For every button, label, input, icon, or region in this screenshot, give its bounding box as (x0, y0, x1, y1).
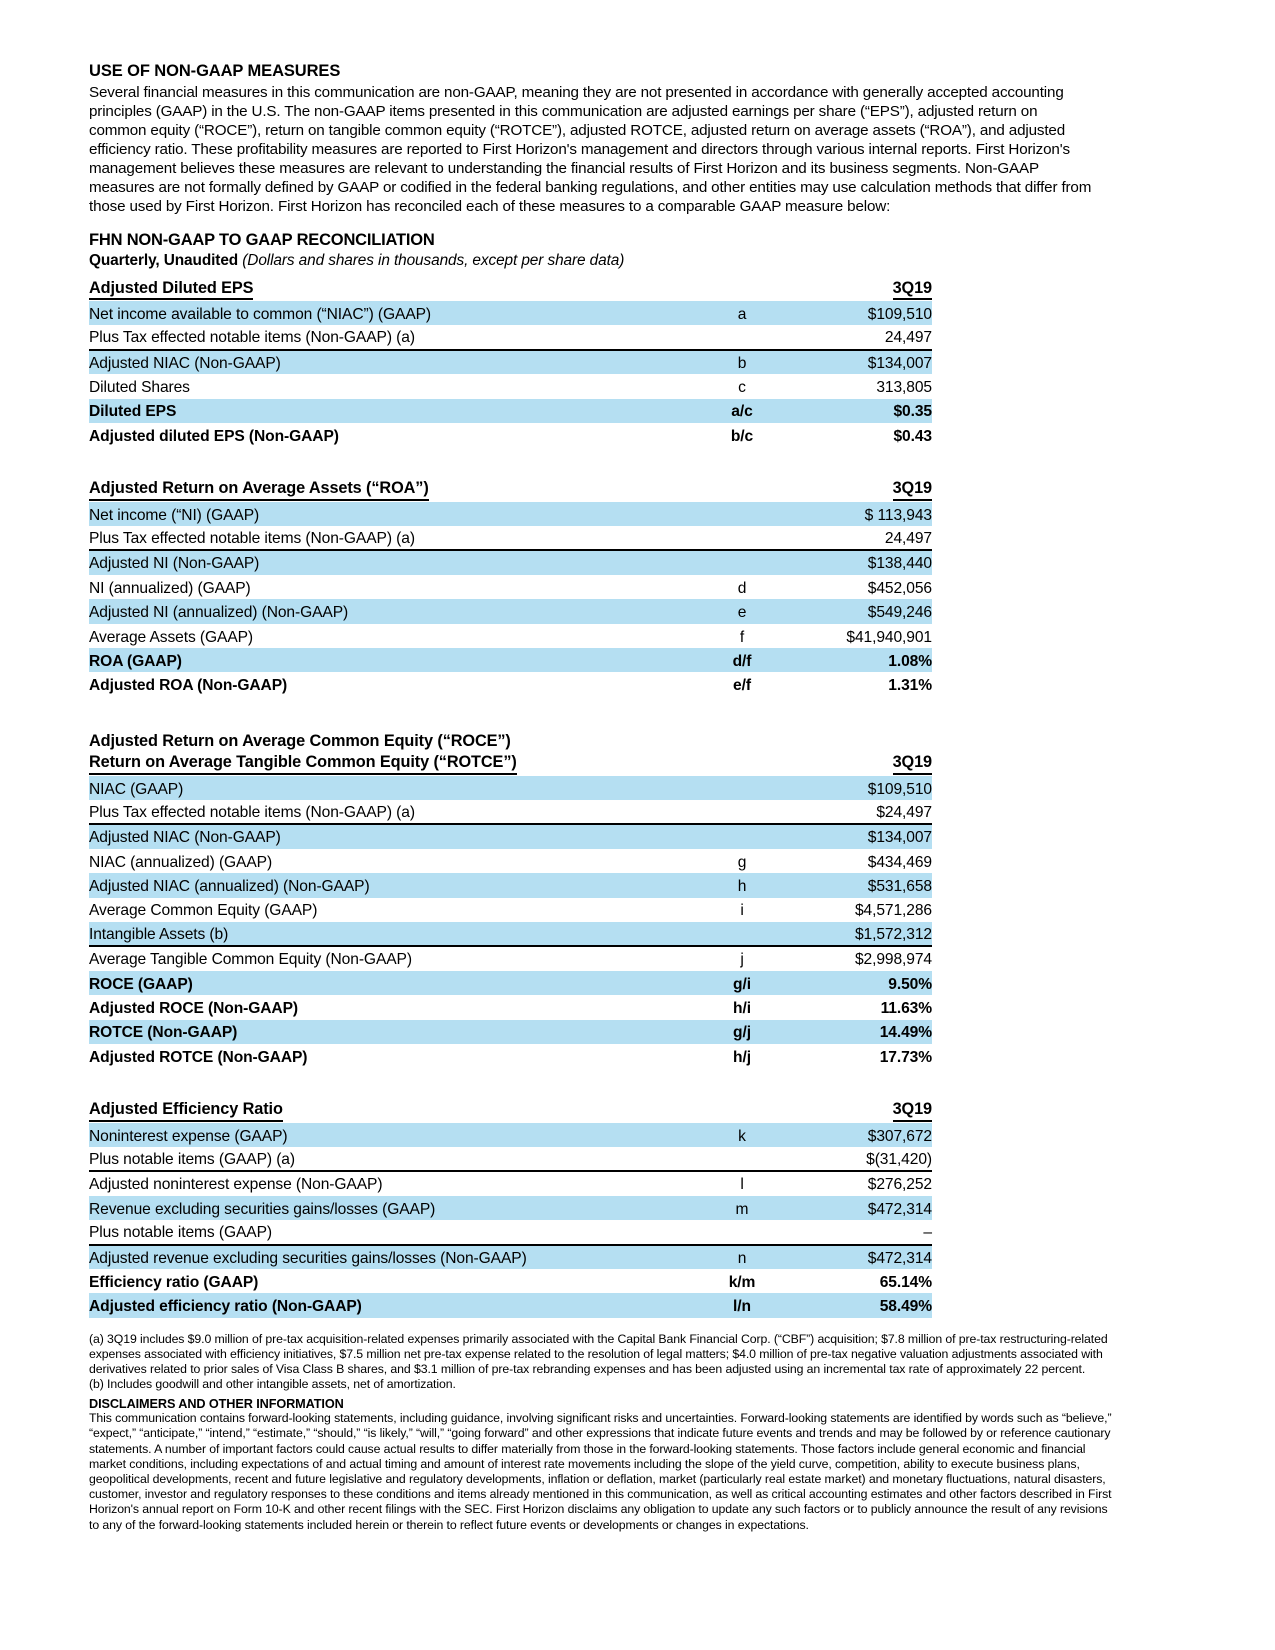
period-column-header: 3Q19 (792, 277, 932, 301)
row-value: 11.63% (880, 1000, 932, 1018)
row-value: $109,510 (792, 776, 932, 800)
table-row (89, 550, 932, 574)
row-label: ROTCE (Non-GAAP) (89, 1020, 692, 1044)
row-value: 1.31% (888, 677, 932, 695)
footnote-b: (b) Includes goodwill and other intangible assets, net of amortization. (89, 1377, 456, 1392)
row-label: Net income (“NI) (GAAP) (89, 502, 692, 526)
row-value: $452,056 (867, 579, 932, 597)
table-title-value-cell (792, 727, 932, 751)
table-header-row (89, 477, 932, 501)
table-row (89, 898, 932, 922)
row-label: Adjusted revenue excluding securities gains/losses (Non-GAAP) (89, 1245, 692, 1269)
table-title-key-cell (692, 727, 792, 751)
row-value: $109,510 (792, 301, 932, 325)
row-label: Intangible Assets (b) (89, 922, 692, 946)
table-spacer (89, 697, 932, 727)
row-label: Plus notable items (GAAP) (a) (89, 1147, 692, 1171)
row-value: $434,469 (867, 853, 932, 871)
row-label: Adjusted diluted EPS (Non-GAAP) (89, 427, 339, 445)
period-column-header: 3Q19 (792, 1098, 932, 1122)
row-label: Revenue excluding securities gains/losses (GAAP) (89, 1196, 692, 1220)
row-label: NI (annualized) (GAAP) (89, 579, 251, 597)
table-row (89, 648, 932, 672)
row-label: Adjusted NI (annualized) (Non-GAAP) (89, 599, 692, 623)
table-row (89, 502, 932, 526)
row-label: Adjusted NI (Non-GAAP) (89, 550, 692, 574)
table-row (89, 1123, 932, 1147)
table-header-key-cell (692, 751, 792, 775)
row-key (692, 1220, 792, 1244)
table-row (89, 995, 932, 1019)
row-value: $(31,420) (792, 1147, 932, 1171)
row-label: ROCE (GAAP) (89, 971, 692, 995)
row-value: $0.35 (792, 399, 932, 423)
table-row (89, 849, 932, 873)
row-label: Adjusted NIAC (annualized) (Non-GAAP) (89, 873, 692, 897)
table-row (89, 824, 932, 848)
row-value: $549,246 (792, 599, 932, 623)
row-value: $472,314 (792, 1196, 932, 1220)
table-row (89, 350, 932, 374)
row-value: $0.43 (893, 427, 932, 445)
table-header-key-cell (692, 277, 792, 301)
units-note: (Dollars and shares in thousands, except per share data) (242, 252, 625, 270)
row-label: Plus Tax effected notable items (Non-GAAP) (a) (89, 325, 692, 349)
row-key: d/f (692, 648, 792, 672)
row-key: b (692, 350, 792, 374)
quarterly-label: Quarterly, Unaudited (89, 252, 239, 270)
table-header-key-cell (692, 477, 792, 501)
row-value: 24,497 (792, 325, 932, 349)
table-row (89, 1147, 932, 1171)
table-row (89, 374, 932, 398)
row-label: Adjusted efficiency ratio (Non-GAAP) (89, 1293, 692, 1317)
table-row (89, 776, 932, 800)
table-title: Adjusted Diluted EPS (89, 277, 692, 301)
table-row (89, 624, 932, 648)
row-value: 17.73% (879, 1048, 932, 1066)
table-row (89, 325, 932, 349)
row-value: $134,007 (792, 350, 932, 374)
table-header-row (89, 751, 932, 775)
table-spacer (89, 1068, 932, 1098)
row-value: $24,497 (792, 800, 932, 824)
row-value: $134,007 (792, 824, 932, 848)
row-label: ROA (GAAP) (89, 648, 692, 672)
row-label: Net income available to common (“NIAC”) (GAAP) (89, 301, 692, 325)
row-value: $276,252 (867, 1176, 932, 1194)
row-label: Adjusted ROTCE (Non-GAAP) (89, 1048, 308, 1066)
row-key (692, 526, 792, 550)
row-key: g/i (692, 971, 792, 995)
period-column-header: 3Q19 (792, 477, 932, 501)
table-header-row (89, 277, 932, 301)
row-key: h (692, 873, 792, 897)
page-title: USE OF NON-GAAP MEASURES (89, 62, 341, 80)
row-label: Plus notable items (GAAP) (89, 1220, 692, 1244)
table-title: Adjusted Return on Average Common Equity (“ROCE”) (89, 731, 511, 750)
row-key: m (692, 1196, 792, 1220)
row-value: 14.49% (792, 1020, 932, 1044)
row-value: $472,314 (792, 1245, 932, 1269)
row-value: 313,805 (876, 379, 932, 397)
table-row (89, 1269, 932, 1293)
row-key: k (692, 1123, 792, 1147)
row-value: $2,998,974 (854, 951, 932, 969)
row-label: Adjusted NIAC (Non-GAAP) (89, 824, 692, 848)
row-label: Average Common Equity (GAAP) (89, 902, 318, 920)
row-key (692, 800, 792, 824)
row-key: a/c (692, 399, 792, 423)
disclaimers-heading: DISCLAIMERS AND OTHER INFORMATION (89, 1397, 344, 1412)
table-row (89, 1220, 932, 1244)
row-key: f (739, 628, 745, 646)
table-row (89, 672, 932, 696)
nongaap-intro-paragraph: Several financial measures in this communication are non-GAAP, meaning they are not presented in accordance with generally accepted accounting principles (GAAP) in the U.S. The non-GAAP items presented in this communication are adjusted earnings per share (“EPS”), adjusted return on common equity (“ROCE”), return on tangible common equity (“ROTCE”), adjusted ROTCE, adjusted return on average assets (“ROA”), and adjusted efficiency ratio. These profitability measures are reported to First Horizon's management and directors through various internal reports. First Horizon's management believes these measures are relevant to understanding the financial results of First Horizon and its business segments. Non-GAAP measures are not formally defined by GAAP or codified in the federal banking regulations, and other entities may use calculation methods that differ from those used by First Horizon. First Horizon has reconciled each of these measures to a comparable GAAP measure below: (89, 83, 1092, 216)
reconciliation-heading: FHN NON-GAAP TO GAAP RECONCILIATION (89, 230, 435, 249)
row-key: a (692, 301, 792, 325)
row-value: 9.50% (792, 971, 932, 995)
row-label: Diluted Shares (89, 379, 190, 397)
table-row (89, 526, 932, 550)
row-label: Adjusted ROA (Non-GAAP) (89, 677, 288, 695)
table-row (89, 1020, 932, 1044)
row-label: Plus Tax effected notable items (Non-GAAP) (a) (89, 800, 692, 824)
table-row (89, 922, 932, 946)
row-value: $1,572,312 (792, 922, 932, 946)
row-value: $531,658 (792, 873, 932, 897)
table-row (89, 1044, 932, 1068)
financial-table (89, 277, 932, 448)
table-spacer (89, 447, 932, 477)
financial-table (89, 447, 932, 697)
table-row (89, 423, 932, 447)
row-value: $4,571,286 (854, 902, 932, 920)
row-value: $307,672 (792, 1123, 932, 1147)
row-value: 65.14% (879, 1273, 932, 1291)
table-title: Adjusted Efficiency Ratio (89, 1098, 692, 1122)
period-column-header: 3Q19 (792, 751, 932, 775)
financial-table (89, 1068, 932, 1318)
row-value: 58.49% (792, 1293, 932, 1317)
row-key (692, 1147, 792, 1171)
row-value: $138,440 (792, 550, 932, 574)
disclaimers-body: This communication contains forward-looking statements, including guidance, involving significant risks and uncertainties. Forward-looking statements are identified by words such as “believe,” “expect,” “anticipate,” “intend,” “estimate,” “should,” “is likely,” “will,” “going forward” and other expressions that indicate future events and trends and may be followed by or reference cautionary statements. A number of important factors could cause actual results to differ materially from those in the forward-looking statements. Those factors include general economic and financial market conditions, including expectations of and actual timing and amount of interest rate movements including the slope of the yield curve, competition, ability to execute business plans, geopolitical developments, recent and future legislative and regulatory developments, inflation or deflation, market (particularly real estate market) and monetary fluctuations, natural disasters, customer, investor and regulatory responses to these conditions and items already mentioned in this communication, as well as critical accounting estimates and other factors described in First Horizon's annual report on Form 10-K and other recent filings with the SEC. First Horizon disclaims any obligation to update any such factors or to publicly announce the result of any revisions to any of the forward-looking statements included herein or therein to reflect future events or developments or changes in expectations. (89, 1411, 1112, 1532)
row-key: l/n (692, 1293, 792, 1317)
row-key (692, 502, 792, 526)
row-key: l (740, 1176, 744, 1194)
row-key: g (737, 853, 747, 871)
row-label: NIAC (annualized) (GAAP) (89, 853, 273, 871)
row-label: Adjusted ROCE (Non-GAAP) (89, 1000, 298, 1018)
row-key: k/m (728, 1273, 756, 1291)
row-key: e/f (733, 677, 751, 695)
table-row (89, 301, 932, 325)
financial-table (89, 697, 932, 1068)
row-value: $ 113,943 (792, 502, 932, 526)
row-label: Noninterest expense (GAAP) (89, 1123, 692, 1147)
row-key: g/j (692, 1020, 792, 1044)
spacer (89, 217, 1188, 231)
table-title: Return on Average Tangible Common Equity (“ROTCE”) (89, 751, 692, 775)
row-key (692, 550, 792, 574)
table-title-row (89, 727, 932, 751)
row-key: i (740, 902, 744, 920)
table-row (89, 800, 932, 824)
quarterly-subheading (89, 251, 1188, 270)
row-key (692, 776, 792, 800)
table-row (89, 1196, 932, 1220)
row-key: j (740, 951, 744, 969)
row-key: b/c (730, 427, 754, 445)
table-row (89, 1293, 932, 1317)
row-label: Adjusted noninterest expense (Non-GAAP) (89, 1176, 383, 1194)
row-label: Diluted EPS (89, 399, 692, 423)
table-title: Adjusted Return on Average Assets (“ROA”) (89, 477, 692, 501)
row-key: n (692, 1245, 792, 1269)
table-row (89, 971, 932, 995)
table-row (89, 1171, 932, 1195)
footnotes (89, 1332, 1119, 1393)
row-value: 1.08% (792, 648, 932, 672)
table-header-row (89, 1098, 932, 1122)
row-label: Efficiency ratio (GAAP) (89, 1273, 259, 1291)
table-row (89, 575, 932, 599)
table-row (89, 1245, 932, 1269)
row-key: e (692, 599, 792, 623)
table-header-key-cell (692, 1098, 792, 1122)
row-label: Plus Tax effected notable items (Non-GAAP) (a) (89, 526, 692, 550)
row-value: – (792, 1220, 932, 1244)
row-key (692, 922, 792, 946)
row-label: Average Tangible Common Equity (Non-GAAP) (89, 951, 412, 969)
row-key (692, 325, 792, 349)
row-label: NIAC (GAAP) (89, 776, 692, 800)
row-value: 24,497 (792, 526, 932, 550)
financial-tables-container (89, 277, 1188, 1318)
row-key: d (737, 579, 747, 597)
footnote-a: (a) 3Q19 includes $9.0 million of pre-tax acquisition-related expenses primarily associated with the Capital Bank Financial Corp. (“CBF”) acquisition; $7.8 million of pre-tax restructuring-related expenses associated with efficiency initiatives, $7.5 million net pre-tax expense related to the resolution of legal matters; $4.0 million of pre-tax negative valuation adjustments associated with derivatives related to prior sales of Visa Class B shares, and $3.1 million of pre-tax rebranding expenses and has been adjusted using an incremental tax rate of approximately 22 percent. (89, 1331, 1108, 1377)
row-key: h/j (733, 1048, 751, 1066)
row-key: h/i (733, 1000, 751, 1018)
table-row (89, 399, 932, 423)
table-row (89, 946, 932, 970)
table-row (89, 599, 932, 623)
row-value: $41,940,901 (846, 628, 932, 646)
row-label: Average Assets (GAAP) (89, 628, 254, 646)
row-label: Adjusted NIAC (Non-GAAP) (89, 350, 692, 374)
row-key: c (738, 379, 746, 397)
table-row (89, 873, 932, 897)
row-key (692, 824, 792, 848)
